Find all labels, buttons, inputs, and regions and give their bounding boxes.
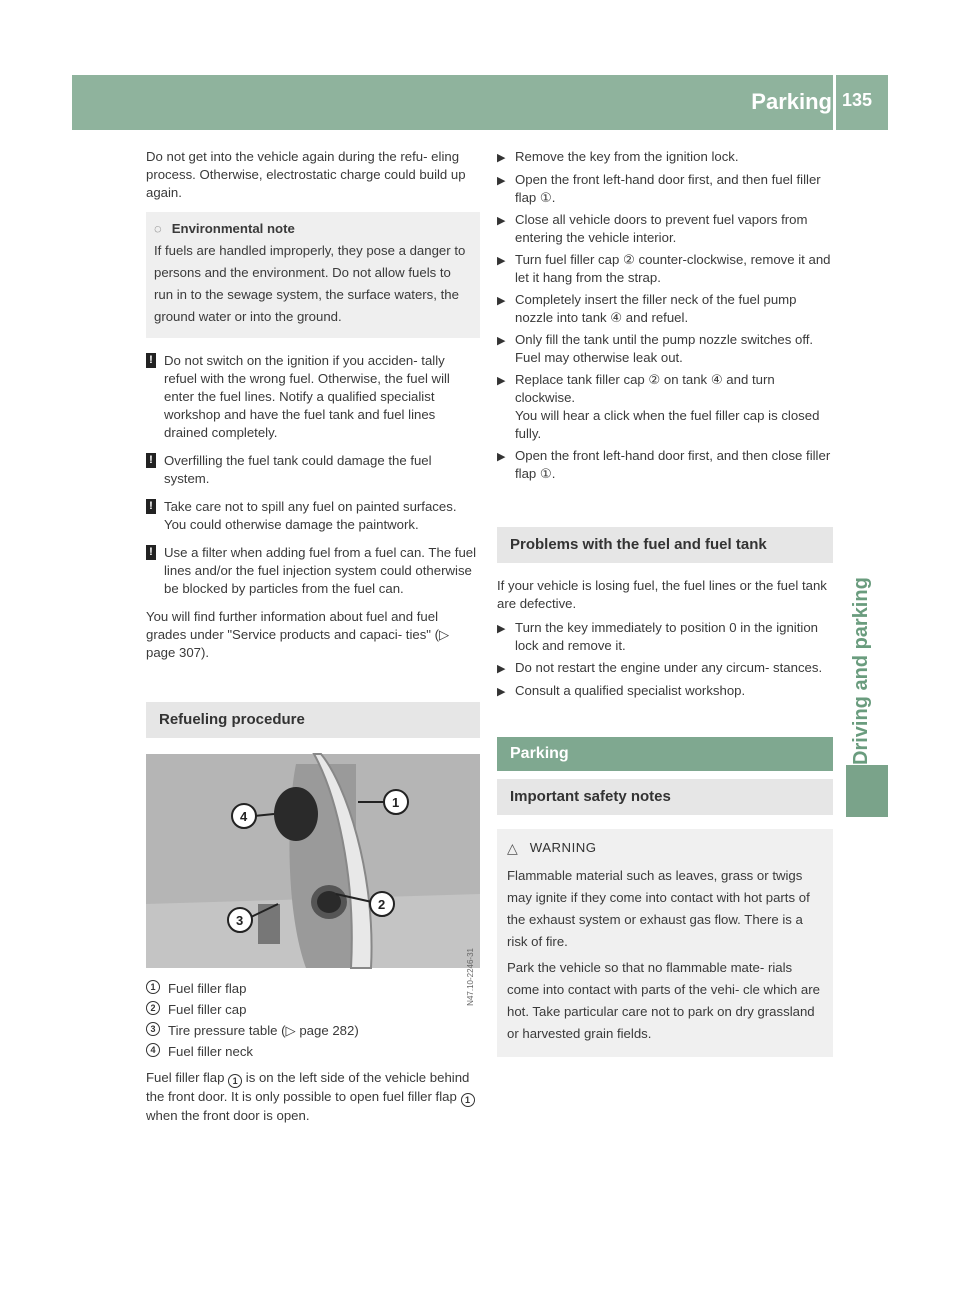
callout-number: 2 [146, 1001, 160, 1015]
step-arrow-icon: ▶ [497, 663, 506, 675]
further-info: You will find further information about fuel and fuel grades under "Service products and capaci- ties" (▷ page 307). [146, 609, 450, 660]
step-arrow-icon: ▶ [497, 335, 506, 347]
step-arrow-icon: ▶ [497, 175, 506, 187]
figure-code: N47.10-2246-31 [466, 948, 475, 1006]
parking-section-heading: Parking [497, 737, 833, 771]
caution-note [146, 498, 480, 534]
procedure-step: ▶ Remove the key from the ignition lock. [497, 148, 833, 167]
step-arrow-icon: ▶ [497, 152, 506, 164]
svg-text:4: 4 [240, 809, 248, 824]
step-arrow-icon: ▶ [497, 255, 506, 267]
caution-icon: ! [146, 453, 156, 468]
legend-item [146, 1022, 480, 1040]
callout-number: 1 [461, 1093, 475, 1107]
caution-icon: ! [146, 353, 156, 368]
legend-text: Fuel filler neck [168, 1044, 254, 1059]
procedure-step: ▶ Turn fuel filler cap ② counter-clockwise, remove it and let it hang from the strap. [497, 252, 831, 285]
caution-icon: ! [146, 545, 156, 560]
problems-intro: If your vehicle is losing fuel, the fuel lines or the fuel tank are defective. [497, 578, 827, 611]
step-arrow-icon: ▶ [497, 375, 506, 387]
legend-text: Fuel filler cap [168, 1002, 247, 1017]
procedure-step: ▶ Only fill the tank until the pump nozzle switches off. Fuel may otherwise leak out. [497, 332, 814, 365]
warning-text: Park the vehicle so that no flammable mate- rials come into contact with parts of the vehi- cle which are hot. Take particular care not to park on dry grassland or harvested grain fields. [507, 960, 820, 1041]
procedure-step: ▶ Open the front left-hand door first, and then close filler flap ①. [497, 448, 831, 481]
warning-box [497, 829, 833, 1057]
environmental-note [146, 212, 480, 338]
callout-number: 1 [228, 1074, 242, 1088]
step-arrow-icon: ▶ [497, 623, 506, 635]
warning-triangle-icon: △ [507, 840, 518, 856]
warning-label: WARNING [529, 840, 597, 855]
caution-text: Do not switch on the ignition if you acciden- tally refuel with the wrong fuel. Otherwise, the fuel will enter the fuel lines. Notify a qualified specialist workshop and have the fuel tank and fuel lines drained completely. [164, 353, 450, 440]
procedure-step: ▶ Close all vehicle doors to prevent fuel vapors from entering the vehicle interior. [497, 212, 808, 245]
caution-icon: ! [146, 499, 156, 514]
right-column [497, 148, 833, 1057]
legend-text: Fuel filler flap [168, 981, 247, 996]
safety-notes-heading: Important safety notes [497, 779, 833, 815]
svg-text:2: 2 [378, 897, 386, 912]
legend-item [146, 980, 480, 998]
procedure-step: ▶ Open the front left-hand door first, and then fuel filler flap ①. [497, 172, 821, 205]
caution-note [146, 352, 480, 442]
caution-note [146, 452, 480, 488]
svg-text:3: 3 [236, 913, 244, 928]
caution-text: Take care not to spill any fuel on painted surfaces. You could otherwise damage the paintwork. [164, 499, 457, 532]
env-note-title: Environmental note [171, 221, 295, 236]
flap-location-text: Fuel filler flap 1 is on the left side of the vehicle behind the front door. It is only possible to open fuel filler flap 1 when the front door is open. [146, 1069, 480, 1125]
left-column [146, 148, 480, 1135]
chapter-tab-marker [846, 765, 888, 817]
procedure-step: ▶ Do not restart the engine under any circum- stances. [497, 659, 833, 678]
warning-text: Flammable material such as leaves, grass or twigs may ignite if they come into contact with hot parts of the exhaust system or exhaust gas flow. There is a risk of fire. [507, 868, 810, 949]
procedure-step: ▶ Replace tank filler cap ② on tank ④ and turn clockwise. You will hear a click when the fuel filler cap is closed fully. [497, 371, 833, 443]
caution-text: Use a filter when adding fuel from a fuel can. The fuel lines and/or the fuel injection system could otherwise be blocked by particles from the fuel can. [164, 545, 477, 596]
header-divider [833, 75, 836, 130]
legend-item [146, 1001, 480, 1019]
page-header [72, 75, 888, 130]
step-result: You will hear a click when the fuel filler cap is closed fully. [515, 408, 820, 441]
procedure-step: ▶ Turn the key immediately to position 0 in the ignition lock and remove it. [497, 620, 818, 653]
chapter-tab-label: Driving and parking [850, 577, 872, 765]
svg-text:1: 1 [392, 795, 400, 810]
env-note-text: If fuels are handled improperly, they pose a danger to persons and the environment. Do not allow fuels to run in to the sewage system, the surface waters, the ground water or into the ground. [154, 243, 466, 324]
problems-heading: Problems with the fuel and fuel tank [497, 527, 833, 563]
intro-paragraph: Do not get into the vehicle again during the refu- eling process. Otherwise, electrostatic charge could build up again. [146, 149, 466, 200]
legend-text: Tire pressure table (▷ page 282) [168, 1023, 359, 1038]
fuel-flap-drawing [146, 754, 480, 968]
step-arrow-icon: ▶ [497, 686, 506, 698]
step-arrow-icon: ▶ [497, 451, 506, 463]
callout-number: 4 [146, 1043, 160, 1057]
refueling-heading: Refueling procedure [146, 702, 480, 738]
procedure-step: ▶ Consult a qualified specialist workshop. [497, 682, 833, 701]
page-number: 135 [842, 90, 873, 110]
step-arrow-icon: ▶ [497, 215, 506, 227]
caution-note [146, 544, 480, 598]
lightbulb-icon: ◌ [154, 221, 162, 236]
caution-text: Overfilling the fuel tank could damage the fuel system. [164, 453, 432, 486]
callout-number: 3 [146, 1022, 160, 1036]
callout-number: 1 [146, 980, 160, 994]
chapter-tab [842, 130, 888, 1303]
procedure-step: ▶ Completely insert the filler neck of the fuel pump nozzle into tank ④ and refuel. [497, 292, 797, 325]
step-arrow-icon: ▶ [497, 295, 506, 307]
legend-item [146, 1043, 480, 1061]
header-title: Parking [751, 89, 832, 114]
